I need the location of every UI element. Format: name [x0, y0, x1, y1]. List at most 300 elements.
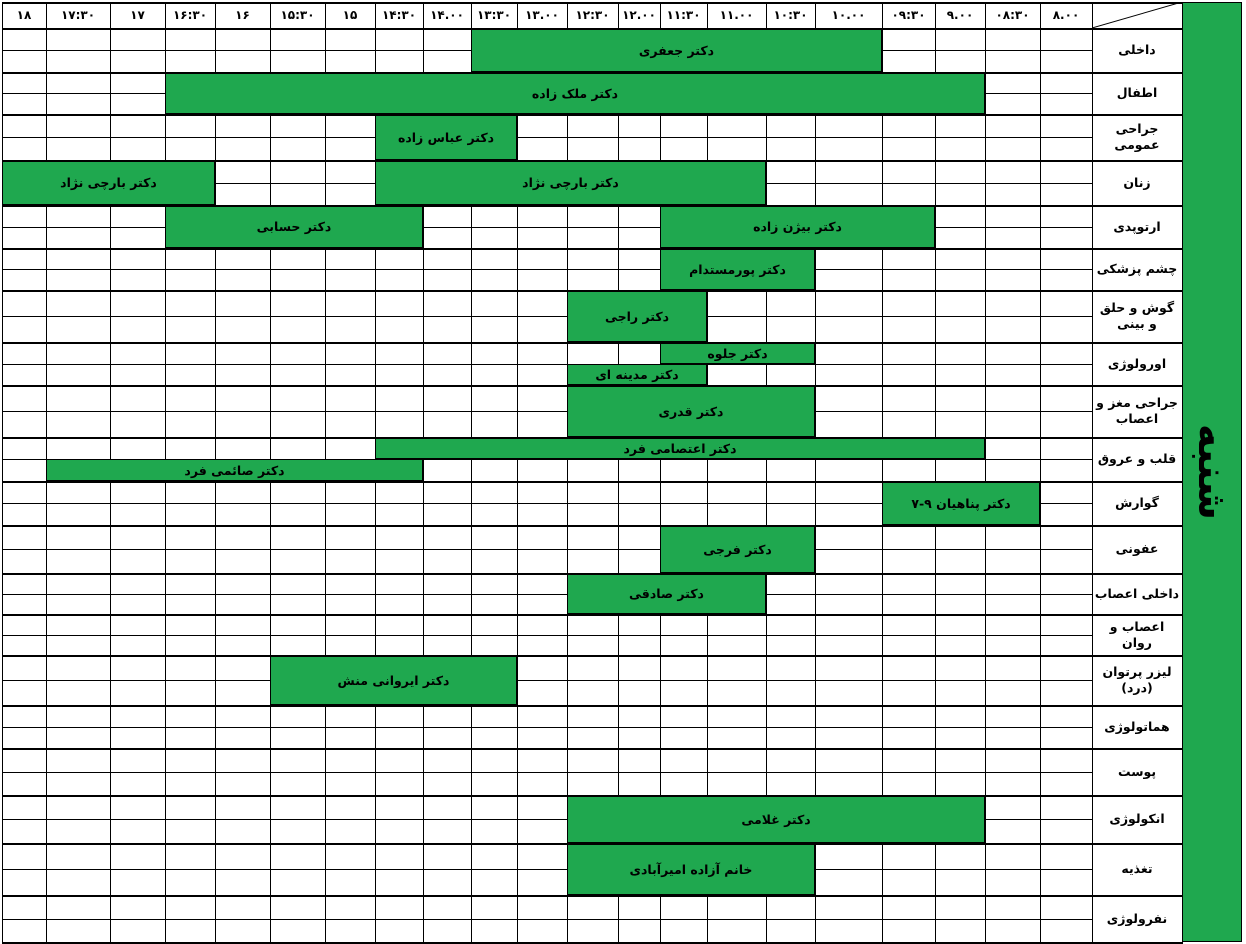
grid-vline: [110, 114, 111, 137]
grid-vline: [707, 655, 708, 680]
grid-hline: [766, 772, 816, 773]
grid-hline: [766, 248, 816, 250]
grid-vline: [882, 919, 883, 942]
grid-hline: [423, 772, 472, 773]
grid-hline: [567, 748, 619, 750]
grid-vline: [1092, 50, 1093, 72]
grid-hline: [707, 72, 767, 74]
grid-vline: [882, 160, 883, 183]
grid-vline: [935, 459, 936, 481]
grid-hline: [517, 869, 568, 870]
grid-hline: [882, 205, 936, 207]
grid-vline: [517, 680, 518, 705]
grid-vline: [517, 895, 518, 919]
grid-hline: [707, 385, 767, 387]
time-header: ۸.۰۰: [1052, 7, 1080, 22]
grid-hline: [270, 50, 326, 51]
grid-vline: [1040, 411, 1041, 437]
grid-vline: [1092, 573, 1093, 594]
grid-hline: [165, 635, 216, 636]
grid-hline: [618, 549, 661, 550]
grid-hline: [935, 160, 986, 162]
grid-hline: [815, 869, 883, 870]
grid-vline: [766, 183, 767, 205]
grid-vline: [110, 869, 111, 895]
grid-hline: [567, 290, 619, 292]
grid-hline: [707, 28, 767, 30]
shift-bar: [567, 795, 985, 843]
grid-vline: [110, 137, 111, 160]
grid-vline: [325, 895, 326, 919]
grid-vline: [1040, 819, 1041, 843]
grid-hline: [110, 748, 166, 750]
grid-vline: [707, 459, 708, 481]
grid-vline: [215, 635, 216, 655]
grid-vline: [423, 385, 424, 411]
grid-hline: [215, 342, 271, 344]
grid-vline: [423, 411, 424, 437]
grid-hline: [660, 525, 708, 527]
grid-hline: [707, 459, 767, 460]
grid-vline: [423, 919, 424, 942]
grid-hline: [815, 205, 883, 207]
grid-vline: [935, 2, 936, 28]
grid-hline: [935, 205, 986, 207]
grid-vline: [471, 28, 472, 50]
grid-hline: [215, 269, 271, 270]
grid-vline: [2, 614, 3, 635]
grid-hline: [618, 248, 661, 250]
grid-vline: [270, 919, 271, 942]
grid-hline: [707, 437, 767, 439]
grid-vline: [46, 364, 47, 385]
grid-hline: [1092, 895, 1183, 897]
grid-hline: [1040, 503, 1093, 504]
grid-vline: [882, 248, 883, 269]
grid-hline: [270, 655, 326, 657]
grid-vline: [660, 525, 661, 549]
grid-vline: [707, 481, 708, 503]
grid-hline: [270, 364, 326, 365]
grid-hline: [882, 342, 936, 344]
grid-vline: [1092, 594, 1093, 614]
grid-hline: [618, 843, 661, 845]
grid-vline: [1092, 183, 1093, 205]
grid-vline: [882, 705, 883, 727]
grid-vline: [815, 316, 816, 342]
grid-hline: [707, 290, 767, 292]
grid-vline: [618, 137, 619, 160]
grid-hline: [375, 269, 424, 270]
grid-hline: [423, 269, 472, 270]
grid-vline: [985, 705, 986, 727]
grid-vline: [1040, 772, 1041, 795]
grid-hline: [517, 614, 568, 616]
grid-hline: [1040, 919, 1093, 920]
grid-vline: [985, 919, 986, 942]
grid-hline: [46, 919, 111, 920]
time-header: ۱۰.۰۰: [831, 7, 866, 22]
grid-hline: [110, 316, 166, 317]
grid-vline: [46, 385, 47, 411]
grid-vline: [567, 573, 568, 594]
grid-vline: [2, 385, 3, 411]
grid-vline: [935, 895, 936, 919]
grid-vline: [1092, 437, 1093, 459]
grid-vline: [517, 819, 518, 843]
grid-hline: [110, 72, 166, 74]
grid-vline: [270, 748, 271, 772]
grid-hline: [375, 114, 424, 116]
grid-vline: [1040, 727, 1041, 748]
grid-vline: [46, 481, 47, 503]
grid-vline: [325, 364, 326, 385]
grid-hline: [2, 795, 47, 797]
grid-hline: [567, 727, 619, 728]
grid-vline: [618, 248, 619, 269]
grid-hline: [517, 269, 568, 270]
grid-vline: [2, 411, 3, 437]
shift-bar: [567, 385, 815, 437]
grid-hline: [766, 895, 816, 897]
grid-vline: [1092, 919, 1093, 942]
grid-vline: [46, 680, 47, 705]
grid-hline: [618, 364, 661, 365]
grid-hline: [325, 72, 376, 74]
grid-vline: [882, 316, 883, 342]
grid-hline: [423, 843, 472, 845]
grid-hline: [375, 160, 424, 162]
grid-hline: [766, 137, 816, 138]
grid-hline: [2, 28, 47, 30]
grid-vline: [1040, 316, 1041, 342]
day-label-strip: [1182, 2, 1242, 942]
time-header: ۹.۰۰: [946, 7, 974, 22]
grid-hline: [618, 573, 661, 575]
grid-vline: [2, 316, 3, 342]
grid-hline: [517, 573, 568, 575]
grid-hline: [1040, 795, 1093, 797]
grid-vline: [46, 137, 47, 160]
grid-vline: [517, 481, 518, 503]
grid-vline: [766, 2, 767, 28]
grid-vline: [215, 573, 216, 594]
grid-vline: [815, 748, 816, 772]
grid-hline: [567, 549, 619, 550]
grid-vline: [707, 114, 708, 137]
grid-vline: [471, 525, 472, 549]
grid-hline: [815, 385, 883, 387]
grid-vline: [165, 525, 166, 549]
grid-hline: [517, 160, 568, 162]
grid-vline: [325, 869, 326, 895]
grid-hline: [270, 843, 326, 845]
grid-vline: [165, 72, 166, 93]
grid-hline: [882, 594, 936, 595]
grid-vline: [618, 614, 619, 635]
grid-vline: [766, 655, 767, 680]
grid-vline: [935, 411, 936, 437]
grid-vline: [517, 614, 518, 635]
grid-vline: [165, 481, 166, 503]
grid-vline: [1040, 160, 1041, 183]
grid-vline: [325, 269, 326, 290]
grid-vline: [165, 248, 166, 269]
grid-hline: [215, 72, 271, 74]
grid-vline: [985, 459, 986, 481]
grid-hline: [985, 705, 1041, 707]
grid-vline: [517, 269, 518, 290]
grid-hline: [985, 205, 1041, 207]
grid-vline: [618, 269, 619, 290]
grid-vline: [935, 843, 936, 869]
grid-vline: [471, 385, 472, 411]
grid-hline: [517, 437, 568, 439]
grid-hline: [766, 525, 816, 527]
grid-vline: [567, 895, 568, 919]
grid-vline: [2, 248, 3, 269]
grid-hline: [165, 248, 216, 250]
grid-hline: [165, 114, 216, 116]
grid-vline: [215, 137, 216, 160]
grid-vline: [517, 573, 518, 594]
grid-hline: [270, 183, 326, 184]
grid-vline: [325, 635, 326, 655]
grid-hline: [46, 93, 111, 94]
grid-hline: [2, 364, 47, 365]
grid-hline: [815, 248, 883, 250]
grid-vline: [46, 28, 47, 50]
grid-hline: [935, 385, 986, 387]
grid-hline: [707, 635, 767, 636]
grid-vline: [423, 727, 424, 748]
grid-vline: [325, 614, 326, 635]
grid-hline: [815, 137, 883, 138]
grid-vline: [1092, 525, 1093, 549]
grid-vline: [375, 137, 376, 160]
grid-hline: [1092, 437, 1183, 439]
grid-vline: [935, 269, 936, 290]
grid-vline: [882, 772, 883, 795]
department-label: اورولوژی: [1107, 355, 1167, 371]
grid-hline: [375, 248, 424, 250]
grid-vline: [1040, 93, 1041, 114]
grid-vline: [423, 316, 424, 342]
grid-vline: [2, 635, 3, 655]
grid-vline: [985, 614, 986, 635]
shift-bar: [660, 205, 935, 248]
grid-hline: [215, 635, 271, 636]
grid-hline: [618, 385, 661, 387]
grid-hline: [110, 364, 166, 365]
grid-hline: [1092, 248, 1183, 250]
grid-vline: [110, 705, 111, 727]
grid-hline: [46, 594, 111, 595]
grid-hline: [1040, 594, 1093, 595]
grid-hline: [215, 385, 271, 387]
grid-vline: [935, 342, 936, 364]
grid-hline: [935, 772, 986, 773]
grid-hline: [517, 655, 568, 657]
grid-hline: [935, 748, 986, 750]
grid-hline: [882, 525, 936, 527]
grid-vline: [471, 573, 472, 594]
department-label: ارتوپدی: [1113, 218, 1161, 234]
grid-vline: [423, 869, 424, 895]
grid-hline: [423, 525, 472, 527]
grid-hline: [985, 748, 1041, 750]
grid-hline: [882, 748, 936, 750]
grid-hline: [1092, 614, 1183, 616]
grid-hline: [165, 680, 216, 681]
grid-hline: [766, 437, 816, 439]
grid-hline: [985, 342, 1041, 344]
grid-hline: [935, 525, 986, 527]
grid-vline: [423, 772, 424, 795]
grid-hline: [110, 205, 166, 207]
grid-vline: [215, 28, 216, 50]
grid-vline: [1092, 481, 1093, 503]
grid-vline: [165, 342, 166, 364]
grid-hline: [165, 895, 216, 897]
grid-hline: [471, 525, 518, 527]
department-label: قلب و عروق: [1097, 451, 1177, 467]
grid-hline: [985, 269, 1041, 270]
grid-vline: [325, 2, 326, 28]
grid-vline: [46, 316, 47, 342]
grid-hline: [46, 635, 111, 636]
grid-hline: [882, 481, 936, 483]
department-label: هماتولوژی: [1104, 718, 1170, 734]
grid-hline: [618, 342, 661, 344]
grid-hline: [766, 680, 816, 681]
grid-hline: [375, 614, 424, 616]
grid-vline: [1092, 869, 1093, 895]
time-header: ۱۸: [16, 7, 32, 22]
grid-hline: [110, 919, 166, 920]
grid-hline: [1040, 437, 1093, 439]
grid-vline: [618, 895, 619, 919]
grid-vline: [567, 594, 568, 614]
grid-vline: [215, 481, 216, 503]
grid-hline: [618, 227, 661, 228]
grid-hline: [375, 316, 424, 317]
grid-hline: [375, 635, 424, 636]
grid-hline: [882, 727, 936, 728]
grid-vline: [270, 655, 271, 680]
grid-vline: [46, 795, 47, 819]
grid-hline: [471, 594, 518, 595]
grid-vline: [1182, 2, 1183, 942]
grid-vline: [325, 525, 326, 549]
grid-hline: [325, 364, 376, 365]
grid-vline: [46, 655, 47, 680]
grid-hline: [110, 819, 166, 820]
doctor-name: دکتر غلامی: [741, 811, 811, 827]
grid-vline: [270, 727, 271, 748]
grid-hline: [766, 635, 816, 636]
grid-vline: [110, 437, 111, 459]
grid-vline: [1040, 290, 1041, 316]
grid-vline: [1040, 869, 1041, 895]
grid-hline: [517, 137, 568, 138]
grid-vline: [618, 748, 619, 772]
grid-hline: [325, 481, 376, 483]
grid-hline: [567, 503, 619, 504]
grid-vline: [423, 227, 424, 248]
grid-vline: [471, 205, 472, 227]
grid-vline: [660, 205, 661, 227]
grid-vline: [935, 614, 936, 635]
grid-vline: [935, 919, 936, 942]
grid-vline: [815, 290, 816, 316]
grid-vline: [707, 772, 708, 795]
grid-hline: [46, 205, 111, 207]
grid-vline: [815, 114, 816, 137]
grid-vline: [110, 594, 111, 614]
grid-hline: [882, 437, 936, 439]
grid-vline: [1092, 385, 1093, 411]
grid-hline: [2, 248, 47, 250]
grid-vline: [935, 680, 936, 705]
grid-vline: [270, 364, 271, 385]
grid-hline: [766, 316, 816, 317]
grid-hline: [985, 160, 1041, 162]
grid-hline: [165, 727, 216, 728]
grid-vline: [882, 459, 883, 481]
grid-hline: [165, 50, 216, 51]
grid-hline: [471, 114, 518, 116]
grid-hline: [707, 248, 767, 250]
grid-vline: [215, 614, 216, 635]
grid-vline: [815, 137, 816, 160]
grid-hline: [375, 437, 424, 439]
grid-vline: [471, 869, 472, 895]
grid-hline: [815, 549, 883, 550]
grid-vline: [325, 594, 326, 614]
department-label: زنان: [1123, 174, 1151, 190]
grid-vline: [1040, 183, 1041, 205]
grid-vline: [471, 819, 472, 843]
grid-hline: [110, 137, 166, 138]
grid-hline: [423, 28, 472, 30]
grid-vline: [882, 594, 883, 614]
grid-hline: [46, 705, 111, 707]
grid-vline: [270, 549, 271, 573]
grid-hline: [375, 795, 424, 797]
grid-hline: [1040, 160, 1093, 162]
grid-vline: [325, 411, 326, 437]
grid-hline: [815, 481, 883, 483]
grid-hline: [110, 28, 166, 30]
grid-vline: [985, 93, 986, 114]
grid-hline: [618, 748, 661, 750]
grid-vline: [325, 183, 326, 205]
grid-vline: [110, 819, 111, 843]
grid-vline: [935, 869, 936, 895]
grid-vline: [517, 525, 518, 549]
grid-vline: [517, 411, 518, 437]
grid-hline: [46, 437, 111, 439]
grid-vline: [46, 114, 47, 137]
grid-hline: [165, 437, 216, 439]
grid-vline: [110, 205, 111, 227]
grid-hline: [471, 727, 518, 728]
grid-vline: [935, 635, 936, 655]
grid-hline: [707, 503, 767, 504]
grid-hline: [46, 342, 111, 344]
grid-vline: [375, 594, 376, 614]
